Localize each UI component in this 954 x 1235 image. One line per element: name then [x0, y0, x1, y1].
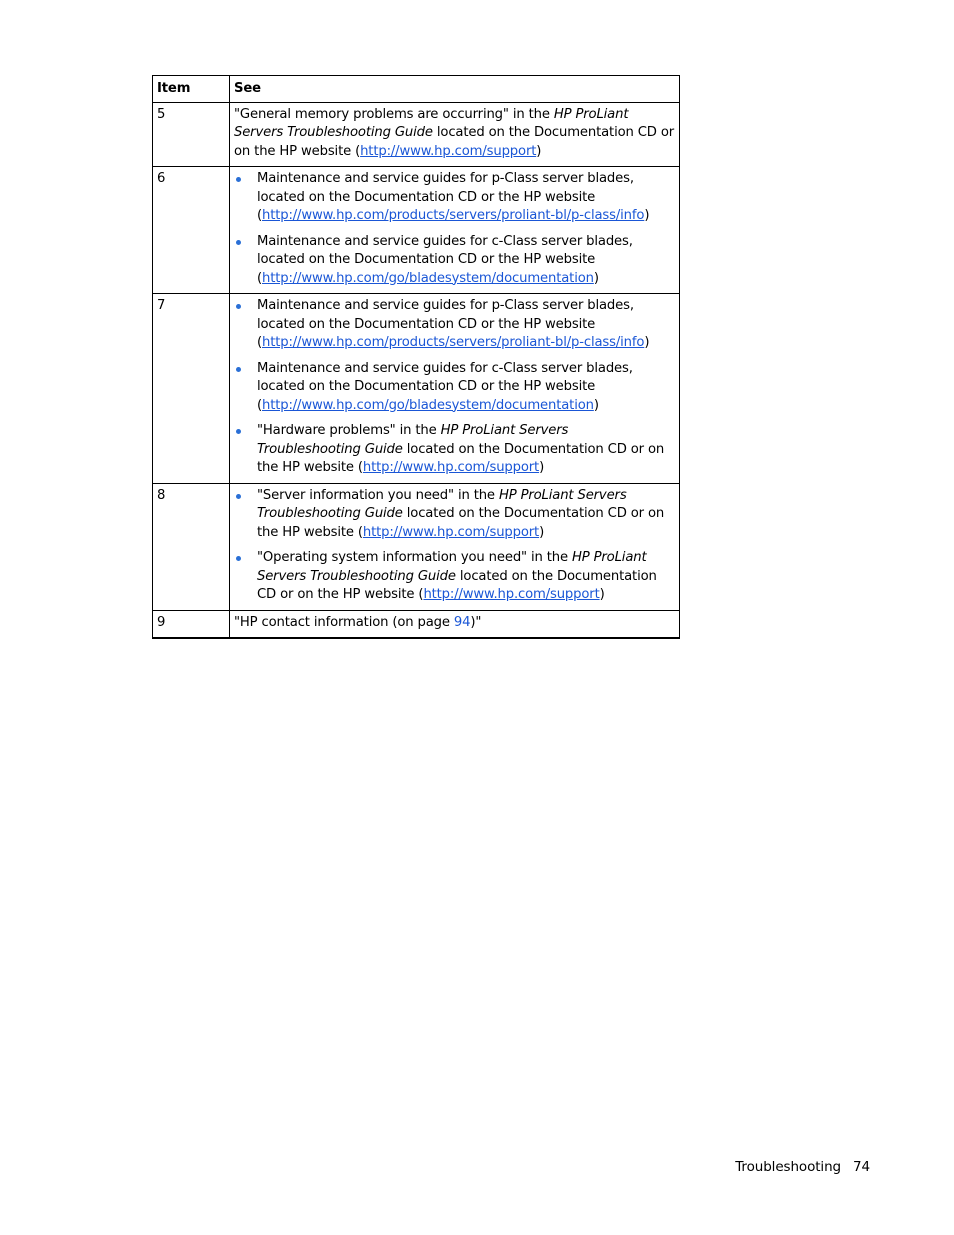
see-cell — [230, 167, 680, 294]
see-cell — [230, 294, 680, 484]
support-link[interactable]: http://www.hp.com/support — [360, 143, 537, 159]
page-number: 74 — [853, 1159, 870, 1175]
footer-section-title: Troubleshooting — [735, 1159, 842, 1175]
guide-title: HP ProLiant Servers Troubleshooting Guide — [257, 487, 627, 521]
item-number: 5 — [153, 102, 230, 167]
bladesystem-documentation-link[interactable]: http://www.hp.com/go/bladesystem/documentation — [262, 397, 594, 413]
column-header-item: Item — [153, 76, 230, 103]
list-item: Maintenance and service guides for p-Class server blades, located on the Documentation CD or the HP website (http://www.hp.com/products/servers/proliant-bl/p-class/info) — [234, 170, 675, 226]
guide-title: HP ProLiant Servers Troubleshooting Guide — [257, 550, 647, 584]
table-row — [153, 483, 680, 610]
list-item: Maintenance and service guides for c-Class server blades, located on the Documentation CD or the HP website (http://www.hp.com/go/bladesystem/documentation) — [234, 360, 675, 416]
see-cell — [230, 610, 680, 638]
bullet-icon — [236, 556, 241, 561]
bullet-list — [234, 487, 675, 605]
page-footer — [600, 1159, 870, 1175]
bullet-icon — [236, 304, 241, 309]
bullet-icon — [236, 494, 241, 499]
table-row — [153, 610, 680, 638]
guide-title: HP ProLiant Servers Troubleshooting Guide — [234, 106, 629, 140]
support-link[interactable]: http://www.hp.com/support — [362, 524, 540, 540]
list-item: Maintenance and service guides for c-Class server blades, located on the Documentation CD or the HP website (http://www.hp.com/go/bladesystem/documentation) — [234, 233, 675, 289]
see-cell — [230, 483, 680, 610]
see-cell — [230, 102, 680, 167]
p-class-info-link[interactable]: http://www.hp.com/products/servers/proliant-bl/p-class/info — [262, 335, 645, 350]
bladesystem-documentation-link[interactable]: http://www.hp.com/go/bladesystem/documentation — [262, 270, 594, 286]
table-header-row — [153, 76, 680, 103]
bullet-list — [234, 297, 675, 478]
table-row — [153, 167, 680, 294]
list-item: Maintenance and service guides for p-Class server blades, located on the Documentation CD or the HP website (http://www.hp.com/products/servers/proliant-bl/p-class/info) — [234, 297, 675, 353]
reference-text: "HP contact information (on page 94)" — [234, 614, 482, 630]
support-link[interactable]: http://www.hp.com/support — [423, 587, 600, 602]
item-number: 8 — [153, 483, 230, 610]
list-item: "Operating system information you need" in the HP ProLiant Servers Troubleshooting Guide located on the Documentation CD or on the HP website (http://www.hp.com/support) — [234, 549, 675, 605]
bullet-icon — [236, 177, 241, 182]
support-link[interactable]: http://www.hp.com/support — [362, 460, 540, 475]
bullet-icon — [236, 240, 241, 245]
column-header-see: See — [230, 76, 680, 103]
list-item: "Server information you need" in the HP ProLiant Servers Troubleshooting Guide located on the Documentation CD or on the HP website (http://www.hp.com/support) — [234, 487, 675, 543]
page-reference-link[interactable]: 94 — [453, 614, 471, 630]
bullet-icon — [236, 367, 241, 372]
item-number: 7 — [153, 294, 230, 484]
list-item: "Hardware problems" in the HP ProLiant Servers Troubleshooting Guide located on the Documentation CD or on the HP website (http://www.hp.com/support) — [234, 422, 675, 478]
p-class-info-link[interactable]: http://www.hp.com/products/servers/proliant-bl/p-class/info — [262, 208, 645, 223]
reference-text: "General memory problems are occurring" in the HP ProLiant Servers Troubleshooting Guide located on the Documentation CD or on the HP website (http://www.hp.com/support) — [234, 106, 675, 159]
bullet-list — [234, 170, 675, 288]
table-row — [153, 102, 680, 167]
item-number: 6 — [153, 167, 230, 294]
bullet-icon — [236, 429, 241, 434]
guide-title: HP ProLiant Servers Troubleshooting Guide — [257, 423, 569, 457]
table-row — [153, 294, 680, 484]
item-number: 9 — [153, 610, 230, 638]
reference-table — [152, 75, 680, 639]
